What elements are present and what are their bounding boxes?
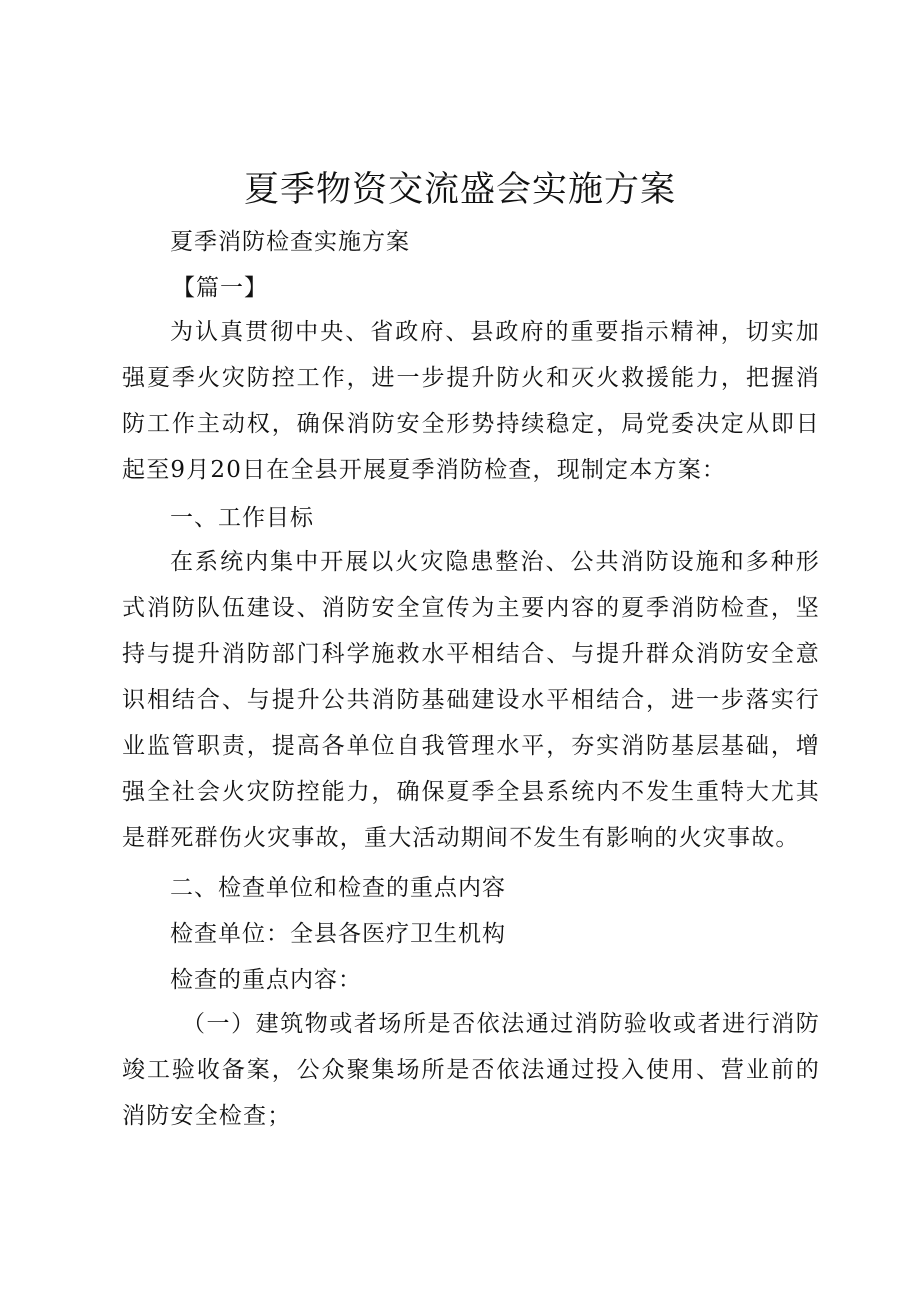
section1-body: 在系统内集中开展以火灾隐患整治、公共消防设施和多种形式消防队伍建设、消防安全宣传为主要内容的夏季消防检查，坚持与提升消防部门科学施救水平相结合、与提升群众消防安全意识相结合、与提升公共消防基础建设水平相结合，进一步落实行业监管职责，提高各单位自我管理水平，夯实消防基层基础，增强全社会火灾防控能力，确保夏季全县系统内不发生重特大尤其是群死群伤火灾事故，重大活动期间不发生有影响的火灾事故。 — [122, 549, 820, 851]
section2-heading: 二、检查单位和检查的重点内容 — [170, 875, 506, 901]
key-content-label: 检查的重点内容： — [170, 967, 362, 993]
intro-paragraph: 为认真贯彻中央、省政府、县政府的重要指示精神，切实加强夏季火灾防控工作，进一步提升防火和灭火救援能力，把握消防工作主动权，确保消防安全形势持续稳定，局党委决定从即日起至9月20日在全县开展夏季消防检查，现制定本方案： — [122, 319, 820, 483]
item-1: （一）建筑物或者场所是否依法通过消防验收或者进行消防竣工验收备案，公众聚集场所是否依法通过投入使用、营业前的消防安全检查； — [122, 1011, 820, 1129]
document-title: 夏季物资交流盛会实施方案 — [243, 170, 676, 210]
check-units: 检查单位：全县各医疗卫生机构 — [170, 921, 506, 947]
section1-heading: 一、工作目标 — [170, 505, 314, 531]
part-label: 【篇一】 — [172, 275, 268, 301]
document-subtitle: 夏季消防检查实施方案 — [170, 229, 410, 255]
